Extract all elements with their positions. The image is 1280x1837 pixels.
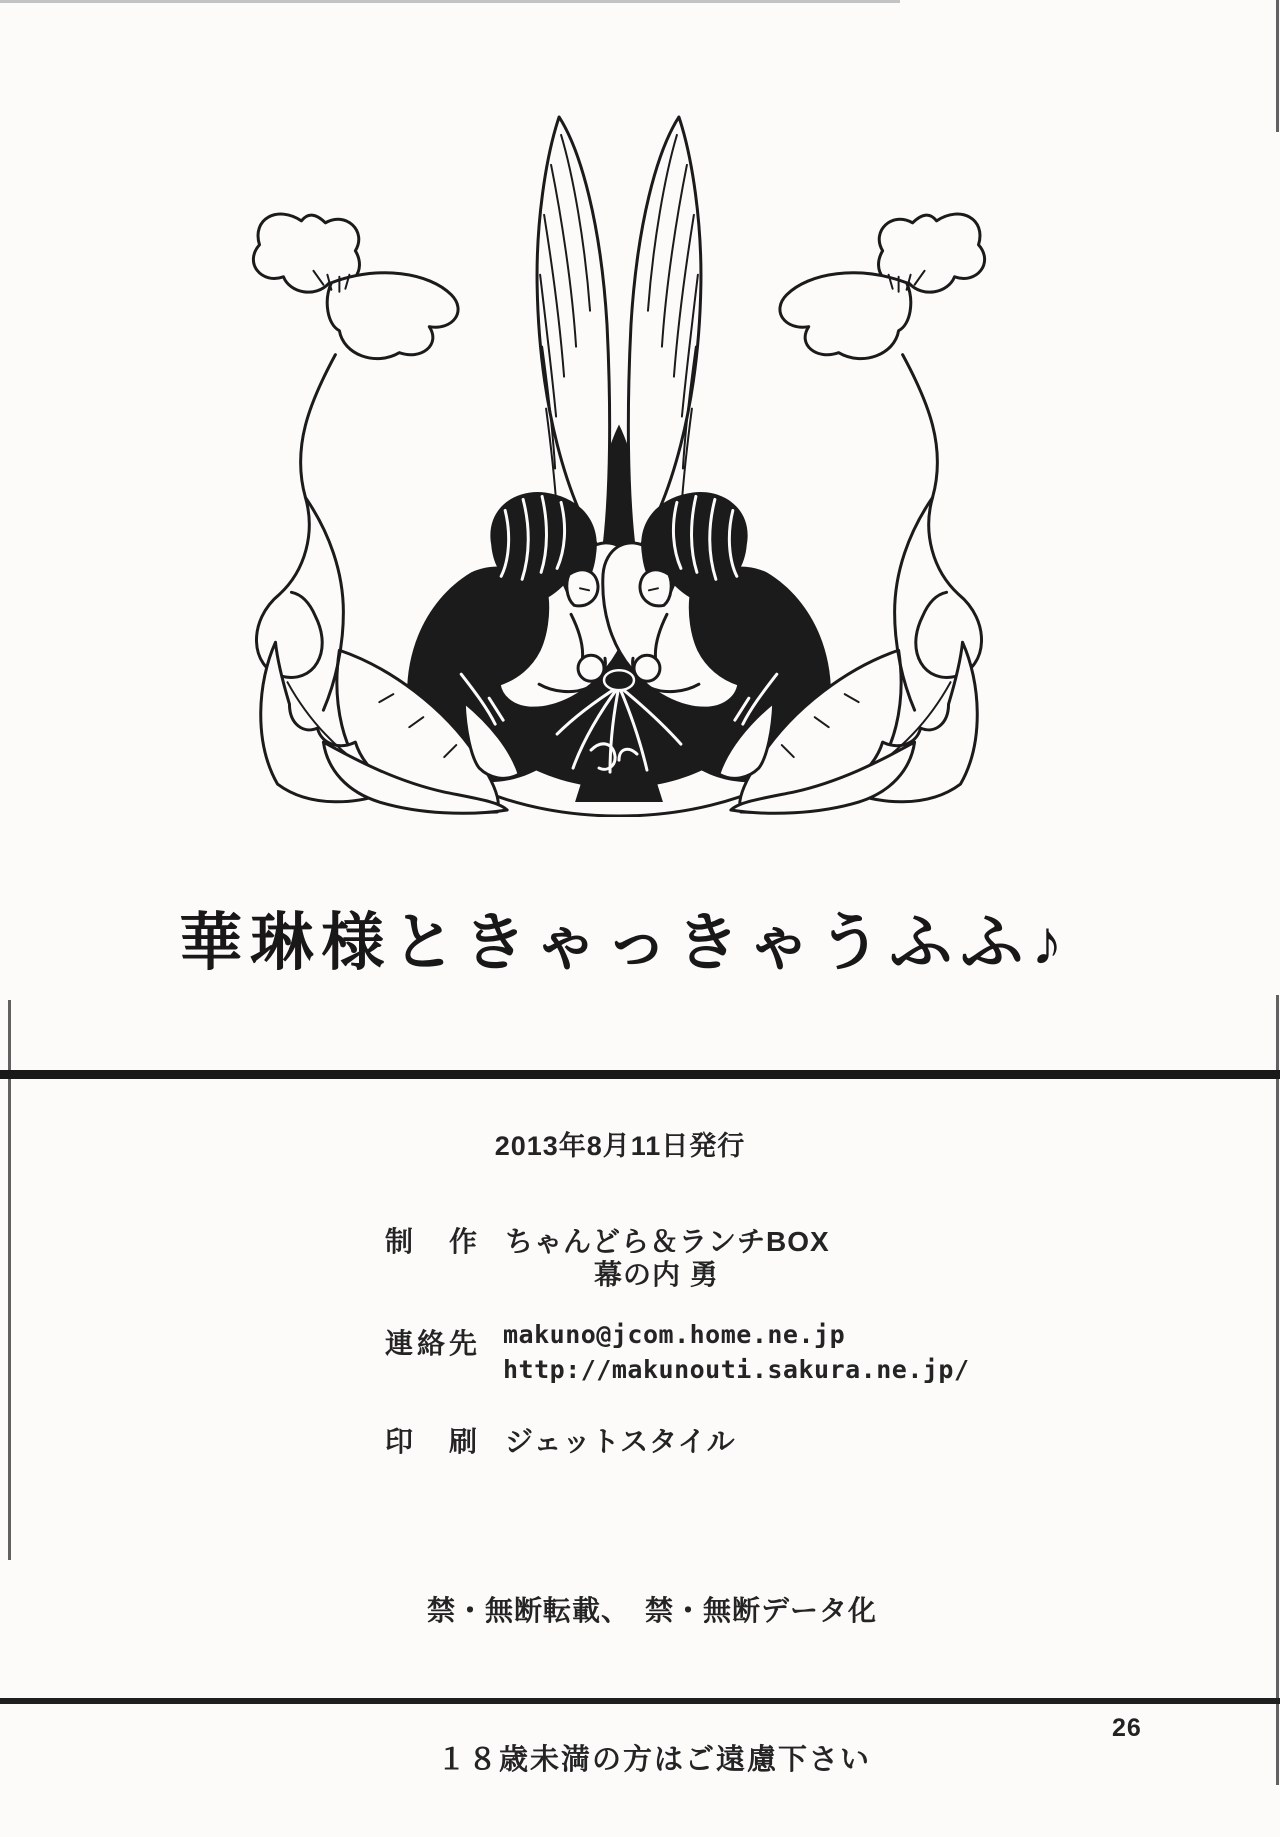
colophon-top-rule [0, 1070, 1280, 1079]
contact-email: makuno@jcom.home.ne.jp [503, 1320, 846, 1349]
contact-url: http://makunouti.sakura.ne.jp/ [503, 1355, 970, 1384]
scan-right-edge-line-upper [1276, 0, 1279, 132]
credit-label-production: 制 作 [385, 1226, 482, 1257]
book-title: 華琳様ときゃっきゃうふふ♪ [179, 908, 1071, 978]
scan-top-edge-line [0, 0, 900, 3]
credit-value-author-name: 幕の内 勇 [594, 1259, 719, 1290]
prohibition-notice: 禁・無断転載、 禁・無断データ化 [426, 1595, 878, 1626]
art-nouveau-cherubs-emblem-illustration [238, 103, 1000, 817]
page-number: 26 [1112, 1714, 1142, 1742]
credit-label-contact: 連絡先 [385, 1328, 482, 1359]
publication-date: 2013年8月11日発行 [494, 1131, 746, 1161]
footer-rule [0, 1698, 1280, 1704]
scan-right-edge-line-lower [1276, 995, 1279, 1785]
credit-value-printer: ジェットスタイル [505, 1426, 736, 1457]
credit-value-circle-names: ちゃんどら＆ランチBOX [505, 1226, 830, 1257]
age-restriction-notice: １８歳未満の方はご遠慮下さい [436, 1744, 872, 1776]
scan-left-edge-line [8, 1000, 11, 1560]
credit-label-printing: 印 刷 [385, 1426, 482, 1457]
